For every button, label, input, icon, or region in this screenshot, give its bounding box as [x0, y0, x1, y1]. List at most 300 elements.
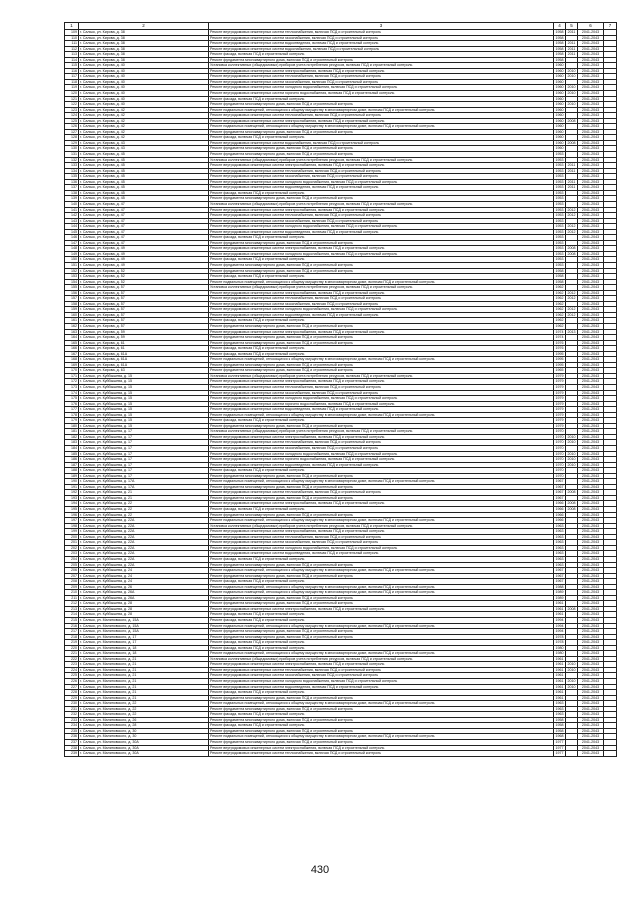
row-number-cell: 226 [65, 678, 79, 684]
work-type-cell: Ремонт внутридомовых инженерных систем водоотведения, включая ПСД и строительный контроль [209, 462, 554, 468]
build-year-cell: 1994 [555, 629, 564, 634]
build-year-cell: 1953 [555, 201, 564, 206]
planned-period-cell: 2041-2043 [578, 556, 604, 562]
planned-period-cell: 2041-2043 [578, 274, 604, 280]
work-type-cell: Ремонт внутридомовых инженерных систем холодного водоснабжения, включая ПСД и строительный контроль [209, 307, 554, 313]
row-number-cell: 112 [65, 46, 79, 52]
row-number-cell: 224 [65, 667, 79, 673]
planned-period-cell: 2041-2043 [578, 451, 604, 457]
row-number-cell: 149 [65, 251, 79, 257]
row-number-cell: 167 [65, 351, 79, 357]
row-number-cell: 207 [65, 573, 79, 579]
row-number-cell: 129 [65, 140, 79, 146]
work-type-cell: Ремонт внутридомовых инженерных систем электроснабжения, включая ПСД и строительный контроль [209, 745, 554, 751]
planned-period-cell: 2041-2043 [578, 751, 604, 757]
planned-period-cell: 2041-2043 [578, 362, 604, 368]
address-cell: г. Сальск, ул. Куйбышева, д. 22 [79, 501, 209, 507]
planned-period-cell: 2041-2043 [578, 379, 604, 385]
build-year-cell: 1953 [555, 174, 564, 179]
build-year-cell: 1960 [555, 113, 564, 118]
work-type-cell: Ремонт внутридомовых инженерных систем холодного водоснабжения, включая ПСД и строительный контроль [209, 85, 554, 91]
address-cell: г. Сальск, ул. Куйбышева, д. 28 [79, 601, 209, 607]
planned-period-cell: 2041-2043 [578, 562, 604, 568]
address-cell: г. Сальск, ул. Куйбышева, д. 15 [79, 407, 209, 413]
work-type-cell: Ремонт фасада, включая ПСД и строительный контроль [209, 712, 554, 718]
page-number: 430 [310, 864, 330, 876]
address-cell: г. Сальск, ул. Кирова, д. 38 [79, 52, 209, 58]
build-year-cell: 1953 [555, 213, 564, 218]
address-cell: г. Сальск, ул. Кирова, д. 52 [79, 268, 209, 274]
address-cell: г. Сальск, ул. Кирова, д. 40 [79, 85, 209, 91]
planned-period-cell: 2041-2043 [578, 495, 604, 501]
row-number-cell: 232 [65, 712, 79, 718]
planned-period-cell: 2041-2043 [578, 518, 604, 524]
planned-period-cell: 2041-2043 [578, 102, 604, 108]
row-number-cell: 211 [65, 595, 79, 601]
work-type-cell: Ремонт фундамента многоквартирного дома, включая ПСД и строительный контроль [209, 634, 554, 640]
build-year-cell: 1963 [555, 712, 564, 717]
planned-period-cell: 2041-2043 [578, 634, 604, 640]
row-number-cell: 125 [65, 118, 79, 124]
planned-period-cell: 2041-2043 [578, 246, 604, 252]
planned-period-cell: 2041-2043 [578, 629, 604, 635]
work-type-cell: Ремонт внутридомовых инженерных систем теплоснабжения, включая ПСД и строительный контроль [209, 296, 554, 302]
work-type-cell: Ремонт подвальных помещений, относящихся к общему имуществу в многоквартирном доме, включая ПСД и строительный контроль [209, 701, 554, 707]
work-type-cell: Ремонт внутридомовых инженерных систем электроснабжения, включая ПСД и строительный контроль [209, 529, 554, 535]
build-year-cell: 1962 [555, 290, 564, 295]
address-cell: г. Сальск, ул. Куйбышева, д. 17 [79, 473, 209, 479]
row-number-cell: 182 [65, 434, 79, 440]
build-year-cell: 1979 [555, 390, 564, 395]
column-number-header: 1 [65, 23, 79, 30]
address-cell: г. Сальск, ул. Малиновского, д. 30А [79, 745, 209, 751]
build-year-cell: 1961 [555, 695, 564, 700]
row-number-cell: 176 [65, 401, 79, 407]
work-type-cell: Ремонт внутридомовых инженерных систем холодного водоснабжения, включая ПСД и строительный контроль [209, 451, 554, 457]
work-type-cell: Ремонт фундамента многоквартирного дома, включая ПСД и строительный контроль [209, 484, 554, 490]
work-type-cell: Ремонт внутридомовых инженерных систем холодного водоснабжения, включая ПСД и строительный контроль [209, 224, 554, 230]
build-year-cell: 1953 [555, 235, 564, 240]
last-repair-year-cell: 2008 [567, 490, 576, 495]
address-cell: г. Сальск, ул. Кирова, д. 57 [79, 307, 209, 313]
build-year-cell: 1979 [555, 423, 564, 428]
address-cell: г. Сальск, ул. Малиновского, д. 30А [79, 740, 209, 746]
last-repair-year-cell [566, 751, 578, 757]
work-type-cell: Ремонт фасада, включая ПСД и строительный контроль [209, 346, 554, 352]
work-type-cell: Установка коллективных (общедомовых) приборов учета потребления ресурсов, включая ПСД и строительный контроль [209, 656, 554, 662]
planned-period-cell: 2041-2043 [578, 224, 604, 230]
row-number-cell: 168 [65, 357, 79, 363]
planned-period-cell: 2041-2043 [578, 529, 604, 535]
address-cell: г. Сальск, ул. Куйбышева, д. 17 [79, 429, 209, 435]
planned-period-cell: 2041-2043 [578, 329, 604, 335]
row-number-cell: 109 [65, 30, 79, 36]
address-cell: г. Сальск, ул. Кирова, д. 49 [79, 257, 209, 263]
work-type-cell: Ремонт внутридомовых инженерных систем электроснабжения, включая ПСД и строительный контроль [209, 68, 554, 74]
address-cell: г. Сальск, ул. Куйбышева, д. 15 [79, 412, 209, 418]
address-cell: г. Сальск, ул. Кирова, д. 49 [79, 251, 209, 257]
work-type-cell: Ремонт внутридомовых инженерных систем теплоснабжения, включая ПСД и строительный контроль [209, 667, 554, 673]
address-cell: г. Сальск, ул. Кирова, д. 57 [79, 318, 209, 324]
planned-period-cell: 2041-2043 [578, 368, 604, 374]
planned-period-cell: 2041-2043 [578, 579, 604, 585]
work-type-cell: Ремонт фундамента многоквартирного дома, включая ПСД и строительный контроль [209, 362, 554, 368]
column-number-header: 4 [554, 23, 566, 30]
row-number-cell: 173 [65, 385, 79, 391]
row-number-cell: 148 [65, 246, 79, 252]
column-number-header: 5 [566, 23, 578, 30]
last-repair-year-cell: 2013 [567, 329, 576, 334]
address-cell: г. Сальск, ул. Куйбышева, д. 22А [79, 529, 209, 535]
planned-period-cell: 2041-2043 [578, 667, 604, 673]
build-year-cell: 1960 [555, 107, 564, 112]
address-cell: г. Сальск, ул. Куйбышева, д. 17 [79, 434, 209, 440]
work-type-cell: Ремонт внутридомовых инженерных систем холодного водоснабжения, включая ПСД и строительный контроль [209, 396, 554, 402]
row-number-cell: 200 [65, 534, 79, 540]
build-year-cell: 1958 [555, 30, 564, 34]
address-cell: г. Сальск, ул. Кирова, д. 59 [79, 335, 209, 341]
planned-period-cell: 2041-2043 [578, 595, 604, 601]
last-repair-year-cell: 2011 [566, 168, 578, 174]
planned-period-cell: 2041-2043 [578, 401, 604, 407]
planned-period-cell: 2041-2043 [578, 446, 604, 452]
work-type-cell: Ремонт фундамента многоквартирного дома, включая ПСД и строительный контроль [209, 262, 554, 268]
row-number-cell: 210 [65, 590, 79, 596]
work-type-cell: Ремонт фасада, включая ПСД и строительный контроль [209, 318, 554, 324]
note-cell [604, 751, 617, 757]
build-year-cell: 1953 [555, 240, 564, 245]
row-number-cell: 181 [65, 429, 79, 435]
planned-period-cell: 2041-2043 [578, 174, 604, 180]
column-number-header: 2 [79, 23, 209, 30]
row-number-cell: 165 [65, 340, 79, 346]
row-number-cell: 170 [65, 368, 79, 374]
address-cell: г. Сальск, ул. Кирова, д. 57 [79, 285, 209, 291]
build-year-cell: 1966 [555, 512, 564, 517]
last-repair-year-cell: 2010 [567, 85, 576, 90]
build-year-cell: 1961 [555, 690, 564, 695]
row-number-cell: 138 [65, 190, 79, 196]
build-year-cell: 1977 [555, 740, 564, 744]
repair-schedule-table [64, 22, 617, 757]
planned-period-cell: 2041-2043 [578, 745, 604, 751]
address-cell: г. Сальск, ул. Куйбышева, д. 15 [79, 418, 209, 424]
row-number-cell: 189 [65, 473, 79, 479]
planned-period-cell: 2041-2043 [578, 340, 604, 346]
address-cell: г. Сальск, ул. Кирова, д. 47 [79, 235, 209, 241]
planned-period-cell: 2041-2043 [578, 135, 604, 141]
work-type-cell: Ремонт фундамента многоквартирного дома, включая ПСД и строительный контроль [209, 495, 554, 501]
build-year-cell: 1958 [555, 717, 564, 722]
row-number-cell: 175 [65, 396, 79, 402]
planned-period-cell: 2041-2043 [578, 590, 604, 596]
address-cell: г. Сальск, ул. Куйбышева, д. 15 [79, 379, 209, 385]
address-cell: г. Сальск, ул. Малиновского, д. 28 [79, 723, 209, 729]
row-number-cell: 140 [65, 201, 79, 207]
address-cell: г. Сальск, ул. Куйбышева, д. 24 [79, 579, 209, 585]
planned-period-cell: 2041-2043 [578, 479, 604, 485]
planned-period-cell: 2041-2043 [578, 168, 604, 174]
row-number-cell: 145 [65, 229, 79, 235]
build-year-cell: 1953 [555, 196, 564, 201]
work-type-cell: Ремонт подвальных помещений, относящихся к общему имуществу в многоквартирном доме, включая ПСД и строительный контроль [209, 124, 554, 130]
row-number-cell: 178 [65, 412, 79, 418]
work-type-cell: Ремонт фундамента многоквартирного дома, включая ПСД и строительный контроль [209, 473, 554, 479]
row-number-cell: 158 [65, 301, 79, 307]
planned-period-cell: 2041-2043 [578, 240, 604, 246]
build-year-cell: 1979 [555, 412, 564, 417]
address-cell: г. Сальск, ул. Куйбышева, д. 17 [79, 468, 209, 474]
build-year-cell: 1963 [555, 529, 564, 534]
planned-period-cell: 2041-2043 [578, 457, 604, 463]
build-year-cell: 1977 [555, 745, 564, 750]
planned-period-cell: 2041-2043 [578, 129, 604, 135]
build-year-cell: 1970 [555, 468, 564, 473]
row-number-cell: 166 [65, 346, 79, 352]
address-cell: г. Сальск, ул. Куйбышева, д. 17А [79, 484, 209, 490]
address-cell: г. Сальск, ул. Кирова, д. 42 [79, 113, 209, 119]
work-type-cell: Ремонт фасада, включая ПСД и строительный контроль [209, 556, 554, 562]
build-year-cell: 1958 [555, 274, 564, 279]
address-cell: г. Сальск, ул. Кирова, д. 49 [79, 262, 209, 268]
planned-period-cell: 2041-2043 [578, 285, 604, 291]
row-number-cell: 122 [65, 102, 79, 108]
address-cell: г. Сальск, ул. Кирова, д. 47 [79, 240, 209, 246]
row-number-cell: 151 [65, 262, 79, 268]
row-number-cell: 190 [65, 479, 79, 485]
address-cell: г. Сальск, ул. Малиновского, д. 21 [79, 667, 209, 673]
build-year-cell: 1953 [555, 251, 564, 256]
row-number-cell: 120 [65, 91, 79, 97]
last-repair-year-cell: 2010 [567, 667, 576, 672]
work-type-cell: Ремонт внутридомовых инженерных систем электроснабжения, включая ПСД и строительный контроль [209, 434, 554, 440]
planned-period-cell: 2041-2043 [578, 207, 604, 213]
row-number-cell: 134 [65, 168, 79, 174]
work-type-cell: Ремонт внутридомовых инженерных систем газоснабжения, включая ПСД и строительный контроль [209, 301, 554, 307]
row-number-cell: 237 [65, 740, 79, 746]
address-cell: г. Сальск, ул. Куйбышева, д. 15 [79, 390, 209, 396]
build-year-cell: 1967 [555, 495, 564, 500]
address-cell: г. Сальск, ул. Кирова, д. 57 [79, 296, 209, 302]
planned-period-cell: 2041-2043 [578, 568, 604, 574]
address-cell: г. Сальск, ул. Малиновского, д. 21 [79, 695, 209, 701]
work-type-cell: Ремонт фасада, включая ПСД и строительный контроль [209, 96, 554, 102]
planned-period-cell: 2041-2043 [578, 296, 604, 302]
address-cell: г. Сальск, ул. Кирова, д. 45 [79, 174, 209, 180]
address-cell: г. Сальск, ул. Кирова, д. 63 [79, 368, 209, 374]
address-cell: г. Сальск, ул. Кирова, д. 42 [79, 135, 209, 141]
address-cell: г. Сальск, ул. Кирова, д. 45 [79, 168, 209, 174]
address-cell: г. Сальск, ул. Кирова, д. 40 [79, 63, 209, 69]
address-cell: г. Сальск, ул. Малиновского, д. 21 [79, 690, 209, 696]
row-number-cell: 216 [65, 623, 79, 629]
work-type-cell: Ремонт внутридомовых инженерных систем теплоснабжения, включая ПСД и строительный контроль [209, 490, 554, 496]
row-number-cell: 123 [65, 107, 79, 113]
planned-period-cell: 2041-2043 [578, 484, 604, 490]
address-cell: г. Сальск, ул. Малиновского, д. 21 [79, 673, 209, 679]
address-cell: г. Сальск, ул. Кирова, д. 38 [79, 46, 209, 52]
row-number-cell: 154 [65, 279, 79, 285]
row-number-cell: 114 [65, 57, 79, 63]
row-number-cell: 152 [65, 268, 79, 274]
planned-period-cell: 2041-2043 [578, 124, 604, 130]
planned-period-cell: 2041-2043 [578, 251, 604, 257]
planned-period-cell: 2041-2043 [578, 229, 604, 235]
row-number-cell: 188 [65, 468, 79, 474]
last-repair-year-cell: 2010 [567, 462, 576, 467]
work-type-cell: Ремонт внутридомовых инженерных систем газоснабжения, включая ПСД и строительный контроль [209, 35, 554, 41]
work-type-cell: Ремонт фасада, включая ПСД и строительный контроль [209, 52, 554, 58]
column-number-header: 3 [209, 23, 554, 30]
build-year-cell: 1960 [555, 96, 564, 101]
address-cell: г. Сальск, ул. Малиновского, д. 30 [79, 728, 209, 734]
last-repair-year-cell: 2008 [567, 501, 576, 506]
planned-period-cell: 2041-2043 [578, 351, 604, 357]
work-type-cell: Ремонт фундамента многоквартирного дома, включая ПСД и строительный контроль [209, 706, 554, 712]
address-cell: г. Сальск, ул. Кирова, д. 38 [79, 57, 209, 63]
build-year-cell: 1958 [555, 57, 564, 62]
work-type-cell: Ремонт фундамента многоквартирного дома, включая ПСД и строительный контроль [209, 717, 554, 723]
address-cell: г. Сальск, ул. Кирова, д. 45 [79, 163, 209, 169]
build-year-cell: 1960 [555, 74, 564, 79]
row-number-cell: 169 [65, 362, 79, 368]
planned-period-cell: 2041-2043 [578, 684, 604, 690]
planned-period-cell: 2041-2043 [578, 30, 604, 36]
address-cell: г. Сальск, ул. Кирова, д. 57 [79, 290, 209, 296]
build-year-cell: 1962 [555, 307, 564, 312]
address-cell: г. Сальск, ул. Кирова, д. 47 [79, 229, 209, 235]
row-number-cell: 121 [65, 96, 79, 102]
build-year-cell: 1988 [555, 584, 564, 589]
work-type-cell: Ремонт внутридомовых инженерных систем водоотведения, включая ПСД и строительный контроль [209, 312, 554, 318]
work-type-cell: Ремонт внутридомовых инженерных систем электроснабжения, включая ПСД и строительный контроль [209, 329, 554, 335]
address-cell: г. Сальск, ул. Куйбышева, д. 28 [79, 606, 209, 612]
address-cell: г. Сальск, ул. Кирова, д. 61 [79, 346, 209, 352]
work-type-cell: Ремонт внутридомовых инженерных систем электроснабжения, включая ПСД и строительный контроль [209, 662, 554, 668]
build-year-cell: 1962 [555, 301, 564, 306]
work-type-cell: Ремонт внутридомовых инженерных систем газоснабжения, включая ПСД и строительный контроль [209, 79, 554, 85]
row-number-cell: 119 [65, 85, 79, 91]
work-type-cell: Ремонт внутридомовых инженерных систем теплоснабжения, включая ПСД и строительный контроль [209, 440, 554, 446]
build-year-cell: 1961 [555, 684, 564, 689]
row-number-cell: 115 [65, 63, 79, 69]
row-number-cell: 235 [65, 728, 79, 734]
planned-period-cell: 2041-2043 [578, 728, 604, 734]
address-cell: г. Сальск, ул. Малиновского, д. 22 [79, 706, 209, 712]
address-cell: г. Сальск, ул. Кирова, д. 47 [79, 213, 209, 219]
planned-period-cell: 2041-2043 [578, 290, 604, 296]
row-number-cell: 160 [65, 312, 79, 318]
build-year-cell: 1953 [555, 190, 564, 195]
work-type-cell: Ремонт подвальных помещений, относящихся к общему имуществу в многоквартирном доме, включая ПСД и строительный контроль [209, 357, 554, 363]
build-year-cell: 1979 [555, 407, 564, 412]
planned-period-cell: 2041-2043 [578, 235, 604, 241]
row-number-cell: 141 [65, 207, 79, 213]
work-type-cell: Ремонт фундамента многоквартирного дома, включая ПСД и строительный контроль [209, 512, 554, 518]
address-cell: г. Сальск, ул. Куйбышева, д. 17 [79, 446, 209, 452]
address-cell: г. Сальск, ул. Малиновского, д. 26 [79, 717, 209, 723]
work-type-cell: Ремонт внутридомовых инженерных систем горячего водоснабжения, включая ПСД и строительный контроль [209, 91, 554, 97]
row-number-cell: 127 [65, 129, 79, 135]
last-repair-year-cell: 2008 [567, 507, 576, 512]
address-cell: г. Сальск, ул. Кирова, д. 42 [79, 107, 209, 113]
address-cell: г. Сальск, ул. Куйбышева, д. 22А [79, 562, 209, 568]
address-cell: г. Сальск, ул. Кирова, д. 43 [79, 140, 209, 146]
address-cell: г. Сальск, ул. Кирова, д. 47 [79, 201, 209, 207]
planned-period-cell: 2041-2043 [578, 52, 604, 58]
address-cell: г. Сальск, ул. Куйбышева, д. 26А [79, 590, 209, 596]
row-number-cell: 144 [65, 224, 79, 230]
address-cell: г. Сальск, ул. Куйбышева, д. 15 [79, 373, 209, 379]
row-number-cell: 153 [65, 274, 79, 280]
planned-period-cell: 2041-2043 [578, 662, 604, 668]
planned-period-cell: 2041-2043 [578, 701, 604, 707]
address-cell: г. Сальск, ул. Кирова, д. 57 [79, 312, 209, 318]
work-type-cell: Установка коллективных (общедомовых) приборов учета потребления ресурсов, включая ПСД и строительный контроль [209, 373, 554, 379]
build-year-cell: 1960 [555, 129, 564, 134]
row-number-cell: 126 [65, 124, 79, 130]
address-cell: г. Сальск, ул. Куйбышева, д. 15 [79, 396, 209, 402]
work-type-cell: Ремонт внутридомовых инженерных систем теплоснабжения, включая ПСД и строительный контроль [209, 74, 554, 80]
build-year-cell: 1962 [555, 323, 564, 328]
address-cell: г. Сальск, ул. Куйбышева, д. 22 [79, 512, 209, 518]
address-cell: г. Сальск, ул. Кирова, д. 43 [79, 146, 209, 152]
address-cell: г. Сальск, ул. Куйбышева, д. 26 [79, 584, 209, 590]
address-cell: г. Сальск, ул. Кирова, д. 42 [79, 118, 209, 124]
row-number-cell: 219 [65, 640, 79, 646]
work-type-cell: Ремонт фасада, включая ПСД и строительный контроль [209, 235, 554, 241]
planned-period-cell: 2041-2043 [578, 185, 604, 191]
build-year-cell: 1974 [555, 329, 564, 334]
last-repair-year-cell: 2011 [566, 185, 578, 191]
build-year-cell: 1961 [555, 601, 564, 606]
build-year-cell: 1960 [555, 118, 564, 123]
planned-period-cell: 2041-2043 [578, 63, 604, 69]
build-year-cell: 1967 [555, 490, 564, 495]
address-cell: г. Сальск, ул. Малиновского, д. 21 [79, 678, 209, 684]
build-year-cell: 1970 [555, 462, 564, 467]
work-type-cell: Ремонт фундамента многоквартирного дома, включая ПСД и строительный контроль [209, 323, 554, 329]
build-year-cell: 1965 [555, 368, 564, 373]
planned-period-cell: 2041-2043 [578, 706, 604, 712]
address-cell: г. Сальск, ул. Кирова, д. 42 [79, 129, 209, 135]
address-cell: г. Сальск, ул. Куйбышева, д. 15 [79, 423, 209, 429]
planned-period-cell: 2041-2043 [578, 79, 604, 85]
address-cell: г. Сальск, ул. Куйбышева, д. 15 [79, 385, 209, 391]
row-number-cell: 156 [65, 290, 79, 296]
work-type-cell: Ремонт фундамента многоквартирного дома, включая ПСД и строительный контроль [209, 595, 554, 601]
build-year-cell: 1979 [555, 401, 564, 406]
build-year-cell: 1961 [555, 612, 564, 617]
planned-period-cell: 2041-2043 [578, 512, 604, 518]
build-year-cell: 1979 [555, 418, 564, 423]
planned-period-cell: 2041-2043 [578, 190, 604, 196]
build-year-cell: 1961 [555, 606, 564, 611]
planned-period-cell: 2041-2043 [578, 152, 604, 158]
planned-period-cell: 2041-2043 [578, 734, 604, 740]
work-type-cell: Ремонт внутридомовых инженерных систем электроснабжения, включая ПСД и строительный контроль [209, 207, 554, 213]
last-repair-year-cell: 2010 [567, 91, 576, 96]
last-repair-year-cell: 2008 [567, 118, 576, 123]
build-year-cell: 1963 [555, 545, 564, 550]
build-year-cell: 1960 [555, 146, 564, 151]
build-year-cell: 1978 [555, 634, 564, 639]
row-number-cell: 128 [65, 135, 79, 141]
planned-period-cell: 2041-2043 [578, 462, 604, 468]
planned-period-cell: 2041-2043 [578, 690, 604, 696]
planned-period-cell: 2041-2043 [578, 617, 604, 623]
row-number-cell: 183 [65, 440, 79, 446]
